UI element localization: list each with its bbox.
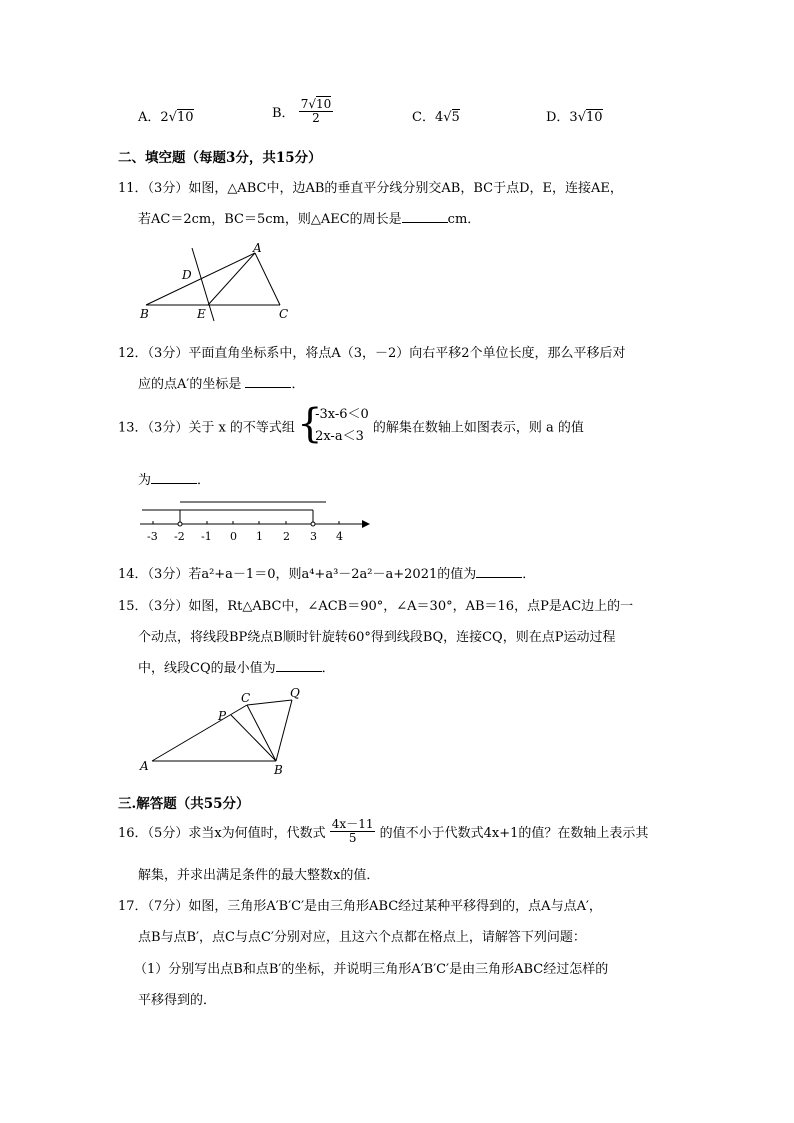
open-dot-icon [178,522,182,526]
q17-line3: （1）分别写出点B和点B′的坐标，并说明三角形A′B′C′是由三角形ABC经过怎样的 [134,962,609,977]
q16-denominator: 5 [348,831,357,845]
answer-blank [151,482,197,484]
q17-line4: 平移得到的． [138,993,217,1008]
q15-line1: 15．（3分）如图，Rt△ABC中，∠ACB＝90°，∠A＝30°，AB＝16，点P是AC边上的一 [118,599,634,614]
option-c: C．4√5 [412,110,460,125]
q17-line2: 点B与点B′，点C与点C′分别对应，且这六个点都在格点上，请解答下列问题： [138,930,586,945]
option-b-radicand: 10 [316,97,332,111]
q11-figure [130,238,300,324]
fig11-label-d: D [182,268,192,282]
option-d-label: D．3 [546,110,578,125]
q16-post: 的值不小于代数式4x+1的值？在数轴上表示其 [379,826,649,841]
option-c-radicand: 5 [451,110,460,125]
option-a-radicand: 10 [176,110,194,125]
option-b-coef: 7 [300,97,309,111]
fig11-label-b: B [140,307,149,321]
q16-pre: 16．（5分）求当x为何值时，代数式 [118,826,326,841]
q13-pre: 13．（3分）关于 x 的不等式组 [118,420,295,436]
inequality-system [297,401,369,448]
arrow-icon [362,520,370,528]
q13-number-line [136,494,376,546]
section2-title: 二、填空题（每题3分，共15分） [118,150,322,166]
option-a [138,106,194,125]
q16-line1 [118,818,648,845]
sqrt-symbol: √10 [168,110,194,125]
option-a-label: A．2 [138,110,169,125]
answer-blank [276,670,322,672]
q13-post: 的解集在数轴上如图表示，则 a 的值 [372,420,584,436]
option-c-label: C．4 [412,110,444,125]
inequality-1: -3x-6＜0 [315,407,369,422]
option-d-radicand: 10 [586,110,603,125]
q12-text: 应的点A′的坐标是 [138,377,242,392]
q12-end: ． [291,377,305,392]
option-b [272,98,333,125]
answer-blank [245,386,291,388]
fig15-label-a: A [140,759,149,773]
tick-label: -3 [147,530,158,543]
tick-label: 4 [336,530,343,543]
fig15-label-b: B [274,763,283,777]
q13-text: 为 [138,473,152,488]
q12-line1: 12．（3分）平面直角坐标系中，将点A（3，－2）向右平移2个单位长度，那么平移后对 [118,346,626,361]
tick-label: 1 [256,530,263,543]
fig15-label-p: P [218,709,227,723]
fig15-label-c: C [241,691,251,705]
q11-text: 若AC＝2cm，BC＝5cm，则△AEC的周长是 [138,212,402,227]
tick-label: 2 [283,530,290,543]
option-b-label: B． [272,106,295,121]
fig11-label-c: C [279,307,289,321]
q13-end: ． [197,473,211,488]
option-b-denominator: 2 [312,111,320,125]
answer-blank [476,576,522,578]
q14-line [118,563,535,582]
q11-line1: 11．（3分）如图，△ABC中，边AB的垂直平分线分别交AB，BC于点D，E，连接AE， [118,181,623,196]
q15-line2: 个动点，将线段BP绕点B顺时针旋转60°得到线段BQ，连接CQ，则在点P运动过程 [138,630,616,645]
left-brace-icon: { [297,401,323,447]
section3-title: 三.解答题（共55分） [118,796,250,812]
q13-line1 [118,401,584,448]
q12-line2 [138,373,305,392]
q13-line2 [138,469,210,488]
answer-blank [402,221,448,223]
fig15-label-q: Q [290,686,300,700]
tick-label: 0 [230,530,237,543]
tick-label: -1 [201,530,212,543]
open-dot-icon [311,522,315,526]
q11-unit: cm． [447,212,481,227]
q14-end: ． [522,567,536,582]
q15-end: ． [321,661,335,676]
q14-text: 14．（3分）若a²+a－1＝0，则a⁴+a³－2a²－a+2021的值为 [118,567,477,582]
inequality-2: 2x-a＜3 [315,429,364,444]
tick-label: 3 [310,530,317,543]
q15-text: 中，线段CQ的最小值为 [138,661,276,676]
q15-figure [134,684,314,778]
q16-fraction [330,818,376,845]
tick-label: -2 [174,530,185,543]
fig11-label-e: E [197,307,206,321]
q15-line3 [138,657,335,676]
option-b-fraction: $\frac{7√10}{2}$ [300,97,332,125]
q17-line1: 17．（7分）如图，三角形A′B′C′是由三角形ABC经过某种平移得到的，点A与点A′， [118,899,602,914]
q11-line2 [138,208,480,227]
option-d: D．3√10 [546,110,603,125]
fig11-label-a: A [253,241,262,255]
q16-numerator: 4x－11 [331,817,374,831]
q16-line2: 解集，并求出满足条件的最大整数x的值． [138,868,380,883]
